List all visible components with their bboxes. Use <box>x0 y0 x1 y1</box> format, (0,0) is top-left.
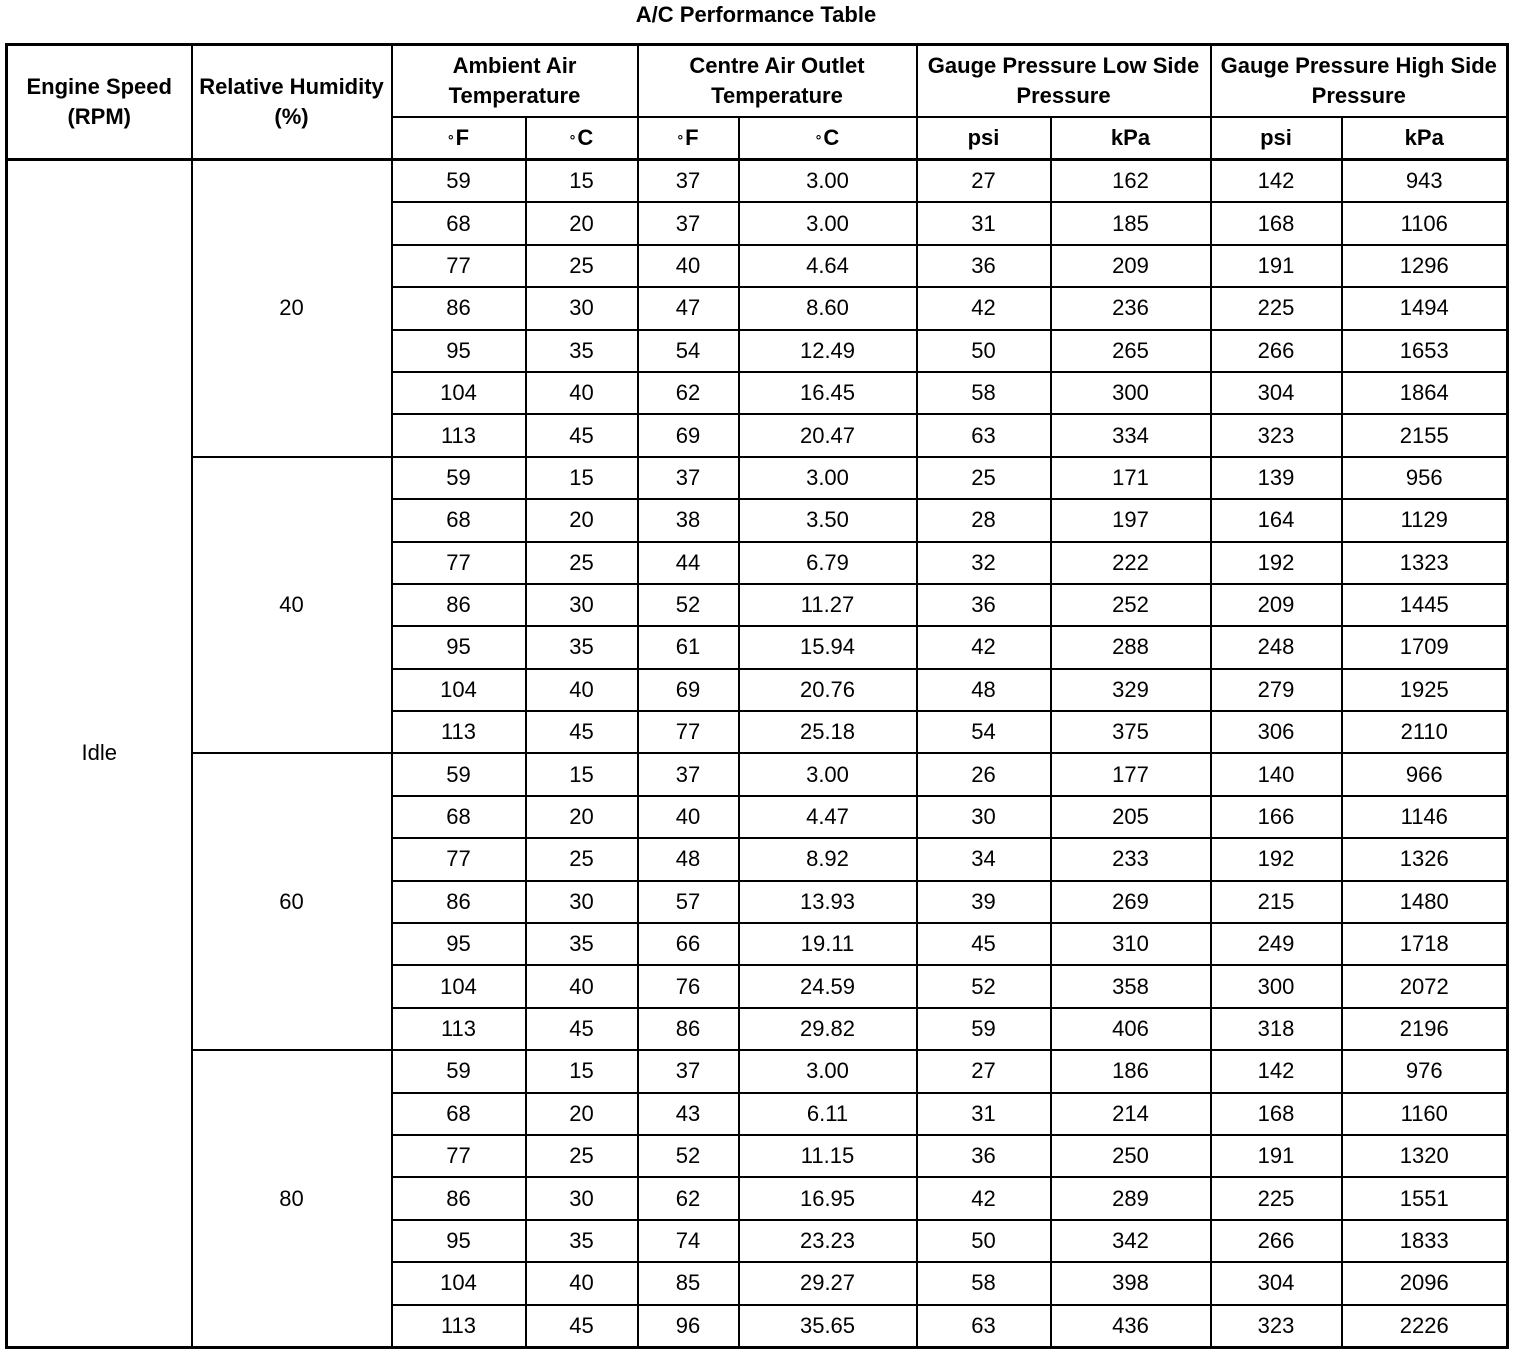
table-cell: 25 <box>526 542 638 584</box>
table-cell: 329 <box>1051 669 1211 711</box>
table-cell: 62 <box>638 1177 739 1219</box>
unit-label: F <box>685 125 699 150</box>
table-cell: 59 <box>917 1008 1051 1050</box>
unit-label: kPa <box>1404 125 1444 150</box>
header-low-side: Gauge Pressure Low Side Pressure <box>917 45 1211 118</box>
table-cell: 166 <box>1211 796 1342 838</box>
table-cell: 47 <box>638 287 739 329</box>
table-cell: 20.76 <box>739 669 917 711</box>
table-cell: 59 <box>392 1050 526 1092</box>
table-cell: 209 <box>1051 245 1211 287</box>
table-cell: 77 <box>638 711 739 753</box>
table-cell: 19.11 <box>739 923 917 965</box>
table-cell: 300 <box>1051 372 1211 414</box>
table-cell: 45 <box>526 414 638 456</box>
table-cell: 15 <box>526 457 638 499</box>
table-cell: 61 <box>638 626 739 668</box>
table-cell: 35 <box>526 1220 638 1262</box>
table-cell: 2196 <box>1342 1008 1508 1050</box>
table-cell: 25.18 <box>739 711 917 753</box>
table-row <box>7 753 1508 795</box>
table-cell: 76 <box>638 965 739 1007</box>
table-cell: 40 <box>526 669 638 711</box>
table-cell: 2110 <box>1342 711 1508 753</box>
table-cell: 225 <box>1211 287 1342 329</box>
table-cell: 168 <box>1211 202 1342 244</box>
header-ambient-air: Ambient Air Temperature <box>392 45 638 118</box>
table-cell: 289 <box>1051 1177 1211 1219</box>
table-cell: 37 <box>638 160 739 203</box>
table-cell: 265 <box>1051 330 1211 372</box>
table-cell: 1445 <box>1342 584 1508 626</box>
table-cell: 185 <box>1051 202 1211 244</box>
unit-header <box>1211 117 1342 160</box>
table-cell: 1326 <box>1342 838 1508 880</box>
table-cell: 28 <box>917 499 1051 541</box>
table-cell: 250 <box>1051 1135 1211 1177</box>
table-cell: 3.00 <box>739 753 917 795</box>
table-cell: 252 <box>1051 584 1211 626</box>
table-cell: 59 <box>392 457 526 499</box>
table-cell: 30 <box>526 584 638 626</box>
table-cell: 77 <box>392 1135 526 1177</box>
table-cell: 214 <box>1051 1093 1211 1135</box>
table-cell: 3.00 <box>739 160 917 203</box>
table-cell: 15 <box>526 1050 638 1092</box>
table-cell: 35 <box>526 626 638 668</box>
unit-label: F <box>455 125 470 150</box>
table-cell: 45 <box>917 923 1051 965</box>
table-cell: 1129 <box>1342 499 1508 541</box>
table-cell: 16.95 <box>739 1177 917 1219</box>
table-cell: 58 <box>917 372 1051 414</box>
table-cell: 2072 <box>1342 965 1508 1007</box>
table-cell: 225 <box>1211 1177 1342 1219</box>
table-cell: 40 <box>526 965 638 1007</box>
table-cell: 1653 <box>1342 330 1508 372</box>
table-cell: 171 <box>1051 457 1211 499</box>
table-cell: 12.49 <box>739 330 917 372</box>
table-cell: 30 <box>526 1177 638 1219</box>
table-cell: 140 <box>1211 753 1342 795</box>
table-cell: 20 <box>526 202 638 244</box>
table-cell: 34 <box>917 838 1051 880</box>
table-cell: 8.92 <box>739 838 917 880</box>
table-cell: 3.50 <box>739 499 917 541</box>
table-cell: 11.27 <box>739 584 917 626</box>
table-cell: 139 <box>1211 457 1342 499</box>
table-cell: 375 <box>1051 711 1211 753</box>
table-cell: 44 <box>638 542 739 584</box>
engine-speed-cell: Idle <box>7 160 192 1348</box>
table-cell: 142 <box>1211 1050 1342 1092</box>
table-cell: 54 <box>638 330 739 372</box>
page-title: A/C Performance Table <box>635 2 877 27</box>
table-cell: 104 <box>392 965 526 1007</box>
table-cell: 1494 <box>1342 287 1508 329</box>
table-cell: 38 <box>638 499 739 541</box>
table-cell: 30 <box>526 287 638 329</box>
table-cell: 1925 <box>1342 669 1508 711</box>
table-cell: 177 <box>1051 753 1211 795</box>
table-cell: 20 <box>526 499 638 541</box>
table-cell: 36 <box>917 1135 1051 1177</box>
table-cell: 113 <box>392 1008 526 1050</box>
table-cell: 15.94 <box>739 626 917 668</box>
table-cell: 192 <box>1211 838 1342 880</box>
table-cell: 31 <box>917 202 1051 244</box>
table-cell: 63 <box>917 414 1051 456</box>
table-cell: 40 <box>526 1262 638 1304</box>
table-cell: 68 <box>392 1093 526 1135</box>
table-cell: 6.79 <box>739 542 917 584</box>
table-cell: 3.00 <box>739 1050 917 1092</box>
table-cell: 1833 <box>1342 1220 1508 1262</box>
degree-symbol: ° <box>447 132 454 148</box>
table-cell: 23.23 <box>739 1220 917 1262</box>
table-cell: 113 <box>392 711 526 753</box>
table-cell: 36 <box>917 245 1051 287</box>
table-cell: 25 <box>526 838 638 880</box>
table-cell: 15 <box>526 160 638 203</box>
table-cell: 50 <box>917 330 1051 372</box>
table-cell: 69 <box>638 669 739 711</box>
table-cell: 58 <box>917 1262 1051 1304</box>
table-cell: 45 <box>526 1008 638 1050</box>
table-cell: 37 <box>638 1050 739 1092</box>
table-cell: 2096 <box>1342 1262 1508 1304</box>
table-cell: 25 <box>526 245 638 287</box>
table-cell: 52 <box>638 1135 739 1177</box>
table-cell: 66 <box>638 923 739 965</box>
table-cell: 248 <box>1211 626 1342 668</box>
table-cell: 96 <box>638 1305 739 1348</box>
table-cell: 222 <box>1051 542 1211 584</box>
performance-table <box>5 43 1509 1349</box>
table-cell: 1480 <box>1342 881 1508 923</box>
table-cell: 323 <box>1211 414 1342 456</box>
table-cell: 3.00 <box>739 202 917 244</box>
table-cell: 191 <box>1211 245 1342 287</box>
table-cell: 35 <box>526 923 638 965</box>
table-cell: 59 <box>392 753 526 795</box>
table-cell: 30 <box>917 796 1051 838</box>
table-cell: 95 <box>392 626 526 668</box>
unit-header <box>392 117 526 160</box>
table-cell: 8.60 <box>739 287 917 329</box>
table-cell: 27 <box>917 1050 1051 1092</box>
table-row <box>7 457 1508 499</box>
unit-header <box>638 117 739 160</box>
table-cell: 168 <box>1211 1093 1342 1135</box>
table-cell: 966 <box>1342 753 1508 795</box>
humidity-cell: 60 <box>192 753 392 1050</box>
table-cell: 2226 <box>1342 1305 1508 1348</box>
table-cell: 1864 <box>1342 372 1508 414</box>
humidity-cell: 40 <box>192 457 392 754</box>
unit-header <box>526 117 638 160</box>
table-cell: 85 <box>638 1262 739 1304</box>
table-cell: 266 <box>1211 330 1342 372</box>
table-cell: 1709 <box>1342 626 1508 668</box>
table-cell: 26 <box>917 753 1051 795</box>
table-cell: 406 <box>1051 1008 1211 1050</box>
table-cell: 1323 <box>1342 542 1508 584</box>
table-cell: 59 <box>392 160 526 203</box>
table-cell: 6.11 <box>739 1093 917 1135</box>
table-cell: 209 <box>1211 584 1342 626</box>
table-cell: 1718 <box>1342 923 1508 965</box>
table-cell: 68 <box>392 202 526 244</box>
table-cell: 398 <box>1051 1262 1211 1304</box>
table-cell: 32 <box>917 542 1051 584</box>
table-cell: 86 <box>392 881 526 923</box>
table-cell: 37 <box>638 753 739 795</box>
header-row <box>7 45 1508 118</box>
table-cell: 11.15 <box>739 1135 917 1177</box>
table-cell: 29.27 <box>739 1262 917 1304</box>
table-cell: 86 <box>392 584 526 626</box>
table-cell: 318 <box>1211 1008 1342 1050</box>
table-cell: 24.59 <box>739 965 917 1007</box>
table-cell: 69 <box>638 414 739 456</box>
table-cell: 27 <box>917 160 1051 203</box>
table-cell: 233 <box>1051 838 1211 880</box>
table-cell: 40 <box>638 796 739 838</box>
table-cell: 36 <box>917 584 1051 626</box>
table-cell: 39 <box>917 881 1051 923</box>
unit-label: psi <box>967 125 1000 150</box>
table-cell: 43 <box>638 1093 739 1135</box>
table-cell: 288 <box>1051 626 1211 668</box>
unit-label: kPa <box>1110 125 1151 150</box>
unit-header <box>1342 117 1508 160</box>
table-cell: 45 <box>526 711 638 753</box>
table-cell: 104 <box>392 372 526 414</box>
table-cell: 86 <box>392 1177 526 1219</box>
table-cell: 1320 <box>1342 1135 1508 1177</box>
humidity-cell: 80 <box>192 1050 392 1347</box>
table-cell: 74 <box>638 1220 739 1262</box>
table-cell: 20 <box>526 1093 638 1135</box>
table-cell: 50 <box>917 1220 1051 1262</box>
unit-label: psi <box>1260 125 1292 150</box>
table-cell: 95 <box>392 923 526 965</box>
table-cell: 45 <box>526 1305 638 1348</box>
table-cell: 95 <box>392 1220 526 1262</box>
table-cell: 29.82 <box>739 1008 917 1050</box>
table-cell: 186 <box>1051 1050 1211 1092</box>
table-cell: 52 <box>917 965 1051 1007</box>
table-cell: 40 <box>526 372 638 414</box>
table-cell: 40 <box>638 245 739 287</box>
table-cell: 13.93 <box>739 881 917 923</box>
table-cell: 30 <box>526 881 638 923</box>
table-cell: 4.64 <box>739 245 917 287</box>
table-cell: 42 <box>917 626 1051 668</box>
table-cell: 142 <box>1211 160 1342 203</box>
table-cell: 48 <box>917 669 1051 711</box>
table-cell: 310 <box>1051 923 1211 965</box>
table-cell: 358 <box>1051 965 1211 1007</box>
table-cell: 266 <box>1211 1220 1342 1262</box>
humidity-cell: 20 <box>192 160 392 457</box>
table-cell: 25 <box>526 1135 638 1177</box>
unit-header <box>739 117 917 160</box>
table-cell: 164 <box>1211 499 1342 541</box>
table-cell: 77 <box>392 245 526 287</box>
table-cell: 162 <box>1051 160 1211 203</box>
unit-label: C <box>823 125 840 150</box>
table-cell: 342 <box>1051 1220 1211 1262</box>
table-cell: 236 <box>1051 287 1211 329</box>
table-cell: 4.47 <box>739 796 917 838</box>
table-cell: 48 <box>638 838 739 880</box>
table-cell: 113 <box>392 1305 526 1348</box>
table-cell: 37 <box>638 457 739 499</box>
table-row <box>7 160 1508 203</box>
table-cell: 205 <box>1051 796 1211 838</box>
table-cell: 3.00 <box>739 457 917 499</box>
table-cell: 1146 <box>1342 796 1508 838</box>
table-cell: 191 <box>1211 1135 1342 1177</box>
degree-symbol: ° <box>569 132 576 148</box>
table-cell: 86 <box>638 1008 739 1050</box>
table-cell: 1106 <box>1342 202 1508 244</box>
table-cell: 16.45 <box>739 372 917 414</box>
table-cell: 77 <box>392 838 526 880</box>
table-cell: 197 <box>1051 499 1211 541</box>
table-cell: 306 <box>1211 711 1342 753</box>
table-cell: 943 <box>1342 160 1508 203</box>
table-cell: 35.65 <box>739 1305 917 1348</box>
header-relative-humidity: Relative Humidity (%) <box>192 45 392 160</box>
table-cell: 25 <box>917 457 1051 499</box>
table-cell: 956 <box>1342 457 1508 499</box>
table-cell: 42 <box>917 1177 1051 1219</box>
table-cell: 35 <box>526 330 638 372</box>
table-cell: 77 <box>392 542 526 584</box>
table-cell: 113 <box>392 414 526 456</box>
header-high-side: Gauge Pressure High Side Pressure <box>1211 45 1508 118</box>
table-cell: 20 <box>526 796 638 838</box>
unit-label: C <box>577 125 594 150</box>
table-cell: 15 <box>526 753 638 795</box>
table-cell: 304 <box>1211 372 1342 414</box>
table-cell: 436 <box>1051 1305 1211 1348</box>
table-cell: 31 <box>917 1093 1051 1135</box>
table-cell: 323 <box>1211 1305 1342 1348</box>
table-cell: 54 <box>917 711 1051 753</box>
table-cell: 2155 <box>1342 414 1508 456</box>
table-cell: 52 <box>638 584 739 626</box>
table-cell: 1160 <box>1342 1093 1508 1135</box>
table-cell: 269 <box>1051 881 1211 923</box>
table-cell: 334 <box>1051 414 1211 456</box>
table-cell: 62 <box>638 372 739 414</box>
table-cell: 304 <box>1211 1262 1342 1304</box>
table-cell: 192 <box>1211 542 1342 584</box>
table-cell: 20.47 <box>739 414 917 456</box>
header-engine-speed: Engine Speed (RPM) <box>7 45 192 160</box>
table-cell: 63 <box>917 1305 1051 1348</box>
table-cell: 68 <box>392 796 526 838</box>
table-row <box>7 1050 1508 1092</box>
degree-symbol: ° <box>677 132 684 148</box>
table-cell: 1551 <box>1342 1177 1508 1219</box>
table-body <box>7 160 1508 1348</box>
table-cell: 976 <box>1342 1050 1508 1092</box>
header-centre-outlet: Centre Air Outlet Temperature <box>638 45 917 118</box>
table-cell: 1296 <box>1342 245 1508 287</box>
table-cell: 86 <box>392 287 526 329</box>
table-cell: 95 <box>392 330 526 372</box>
table-cell: 300 <box>1211 965 1342 1007</box>
table-cell: 57 <box>638 881 739 923</box>
table-cell: 215 <box>1211 881 1342 923</box>
table-cell: 104 <box>392 669 526 711</box>
table-cell: 249 <box>1211 923 1342 965</box>
unit-header <box>917 117 1051 160</box>
unit-header <box>1051 117 1211 160</box>
table-cell: 37 <box>638 202 739 244</box>
table-cell: 68 <box>392 499 526 541</box>
table-cell: 279 <box>1211 669 1342 711</box>
table-cell: 104 <box>392 1262 526 1304</box>
degree-symbol: ° <box>815 132 822 148</box>
table-cell: 42 <box>917 287 1051 329</box>
